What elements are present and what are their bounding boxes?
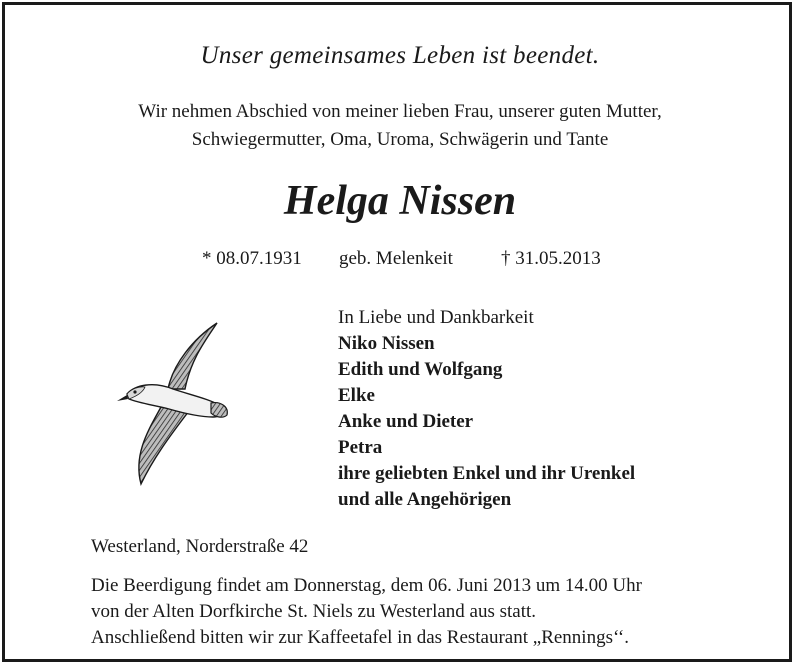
intro-text [5,98,795,154]
reception-info: Anschließend bitten wir zur Kaffeetafel in das Restaurant „Rennings‘‘. [91,627,629,648]
birth-date: * 08.07.1931 [202,248,302,269]
mourner-name: Edith und Wolfgang [338,359,503,380]
deceased-name: Helga Nissen [283,178,517,224]
address: Westerland, Norderstraße 42 [91,536,309,557]
intro-line-1: Wir nehmen Abschied von meiner lieben Frau, unserer guten Mutter, [138,101,662,122]
obituary-frame [2,2,792,662]
funeral-line-1: Die Beerdigung findet am Donnerstag, dem 06. Juni 2013 um 14.00 Uhr [91,575,642,596]
motto: Unser gemeinsames Leben ist beendet. [200,42,600,69]
mourner-name: und alle Angehörigen [338,489,512,510]
intro-line-2: Schwiegermutter, Oma, Uroma, Schwägerin und Tante [191,129,609,150]
mourner-name: Petra [338,437,383,458]
funeral-line-2: von der Alten Dorfkirche St. Niels zu Westerland aus statt. [91,601,537,622]
mourner-name: Elke [338,385,375,406]
death-date: † 31.05.2013 [501,248,601,269]
mourners-list [338,305,635,513]
seagull-icon [113,319,233,489]
mourner-name: Anke und Dieter [338,411,474,432]
mourners-intro: In Liebe und Dankbarkeit [338,307,534,328]
maiden-name: geb. Melenkeit [339,248,453,269]
funeral-info [91,573,642,625]
mourner-name: Niko Nissen [338,333,435,354]
mourner-name: ihre geliebten Enkel und ihr Urenkel [338,463,636,484]
